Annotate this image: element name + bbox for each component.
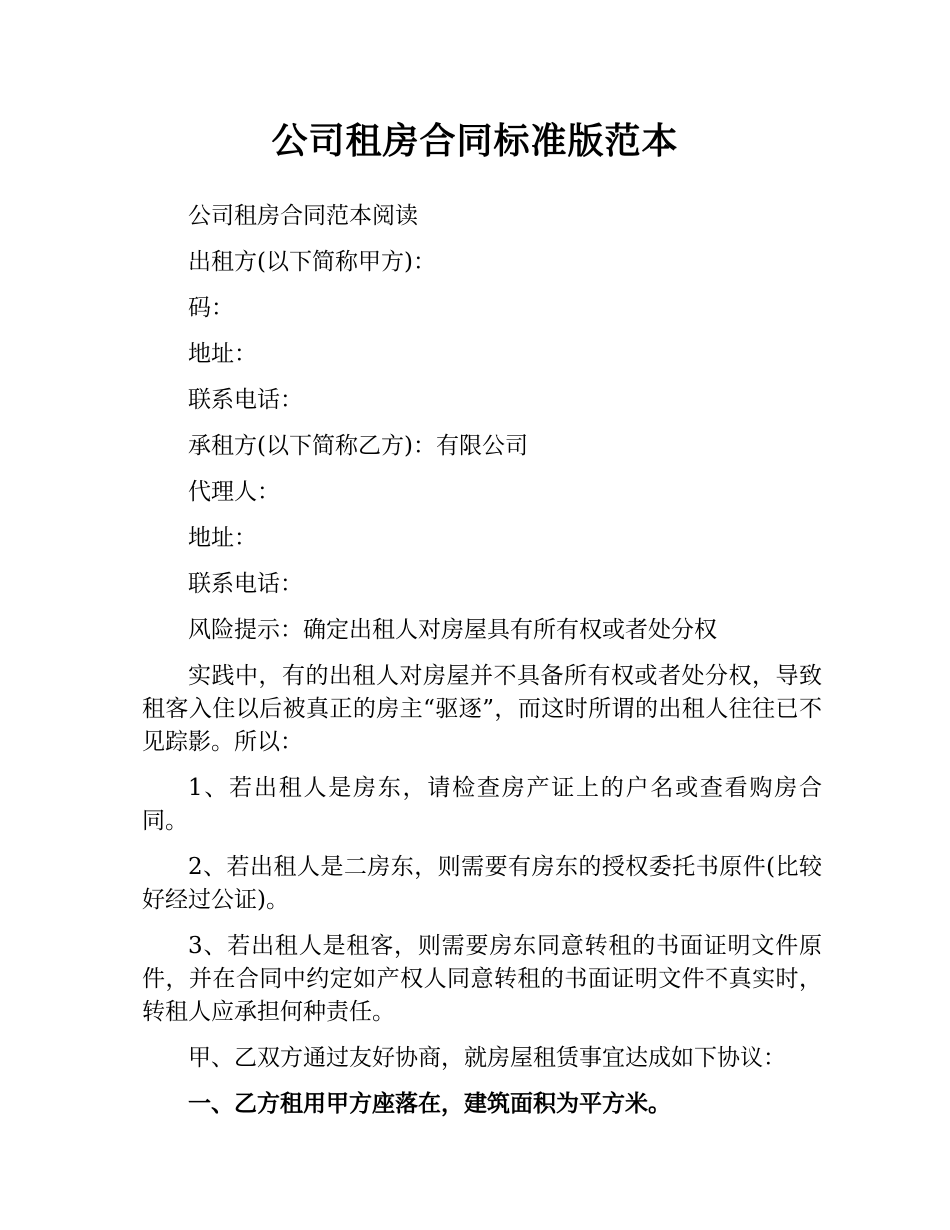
lessor-phone-line: 联系电话： — [188, 387, 303, 413]
agreement-intro-paragraph: 甲、乙双方通过友好协商，就房屋租赁事宜达成如下协议： — [188, 1045, 786, 1071]
point-3-paragraph: 3、若出租人是租客，则需要房东同意转租的书面证明文件原件，并在合同中约定如产权人同意转租的书面证明文件不真实时，转租人应承担何种责任。 — [142, 933, 822, 1025]
lessor-address-line: 地址： — [188, 341, 257, 367]
lessor-line: 出租方(以下简称甲方)： — [188, 249, 436, 275]
point-1-paragraph: 1、若出租人是房东，请检查房产证上的户名或查看购房合同。 — [142, 775, 822, 834]
point-2-paragraph: 2、若出租人是二房东，则需要有房东的授权委托书原件(比较好经过公证)。 — [142, 854, 822, 913]
lessee-phone-line: 联系电话： — [188, 571, 303, 597]
subtitle-paragraph: 公司租房合同范本阅读 — [188, 203, 418, 229]
agent-line: 代理人： — [188, 479, 280, 505]
clause-1-heading: 一、乙方租用甲方座落在，建筑面积为平方米。 — [188, 1091, 671, 1117]
code-line: 码： — [188, 295, 234, 321]
lessee-line: 承租方(以下简称乙方)：有限公司 — [188, 433, 528, 459]
document-title: 公司租房合同标准版范本 — [271, 121, 679, 162]
lessee-address-line: 地址： — [188, 525, 257, 551]
practice-paragraph: 实践中，有的出租人对房屋并不具备所有权或者处分权，导致租客入住以后被真正的房主“驱逐”，而这时所谓的出租人往往已不见踪影。所以： — [142, 663, 822, 755]
document-body — [142, 200, 822, 1134]
risk-notice-line: 风险提示：确定出租人对房屋具有所有权或者处分权 — [188, 617, 717, 643]
